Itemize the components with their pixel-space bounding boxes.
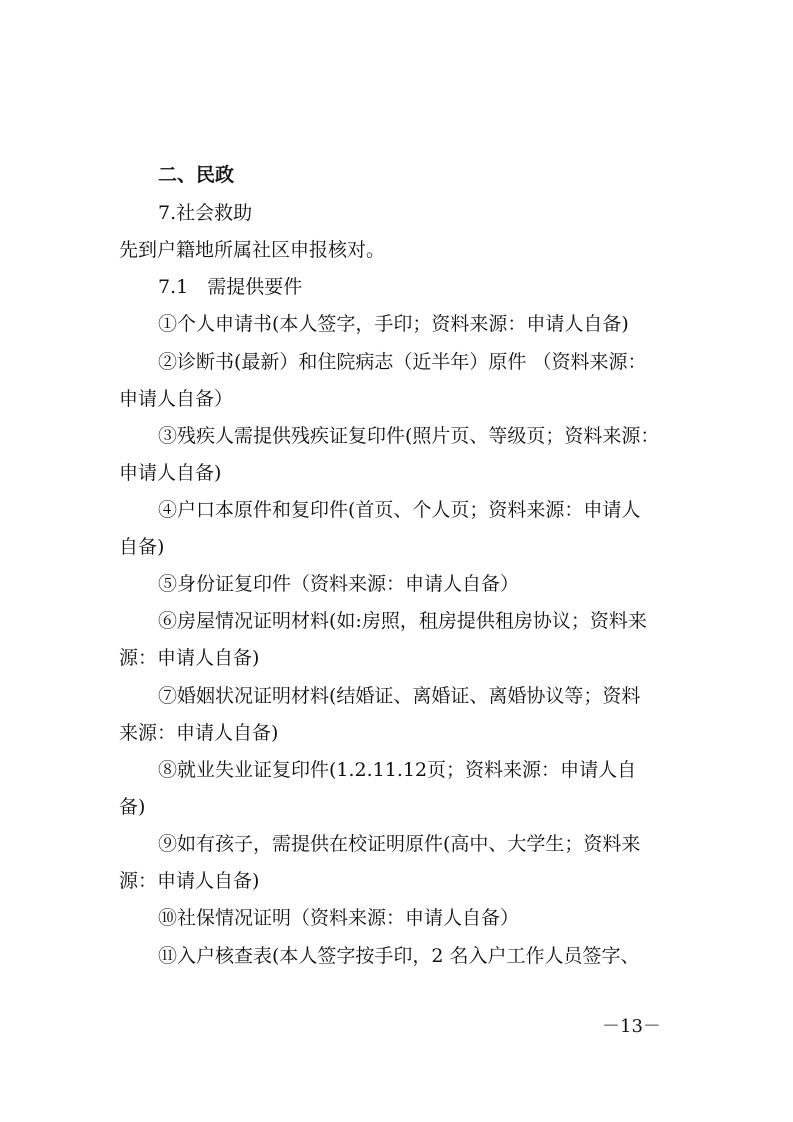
item-7-line-1: ⑦婚姻状况证明材料(结婚证、离婚证、离婚协议等；资料 [158, 685, 641, 707]
requirement-title: 7.1 需提供要件 [158, 276, 303, 298]
item-8-line-1: ⑧就业失业证复印件(1.2.11.12页；资料来源：申请人自 [158, 759, 637, 781]
item-2-line-2: 申请人自备） [119, 388, 234, 410]
item-7-line-2: 来源：申请人自备) [119, 722, 279, 744]
item-10-line-1: ⑩社保情况证明（资料来源：申请人自备） [158, 907, 520, 929]
item-11-line-1: ⑪入户核查表(本人签字按手印，2 名入户工作人员签字、 [158, 945, 640, 967]
page-number: －13－ [602, 1016, 661, 1037]
item-4-line-1: ④户口本原件和复印件(首页、个人页；资料来源：申请人 [158, 499, 641, 521]
item-6-line-2: 源：申请人自备) [119, 647, 260, 669]
item-3-line-1: ③残疾人需提供残疾证复印件(照片页、等级页；资料来源： [158, 425, 660, 447]
item-9-line-1: ⑨如有孩子，需提供在校证明原件(高中、大学生；资料来 [158, 833, 641, 855]
item-2-line-1: ②诊断书(最新）和住院病志（近半年）原件 （资料来源： [158, 351, 647, 373]
item-4-line-2: 自备) [119, 536, 165, 558]
item-8-line-2: 备) [119, 796, 146, 818]
subsection-heading: 7.社会救助 [158, 202, 253, 224]
intro-text: 先到户籍地所属社区申报核对。 [119, 239, 386, 261]
item-9-line-2: 源：申请人自备) [119, 870, 260, 892]
item-3-line-2: 申请人自备) [119, 462, 222, 484]
item-6-line-1: ⑥房屋情况证明材料(如:房照，租房提供租房协议；资料来 [158, 610, 647, 632]
item-1-line-1: ①个人申请书(本人签字，手印；资料来源：申请人自备) [158, 313, 629, 335]
section-heading: 二、民政 [158, 164, 235, 186]
item-5-line-1: ⑤身份证复印件（资料来源：申请人自备） [158, 573, 520, 595]
